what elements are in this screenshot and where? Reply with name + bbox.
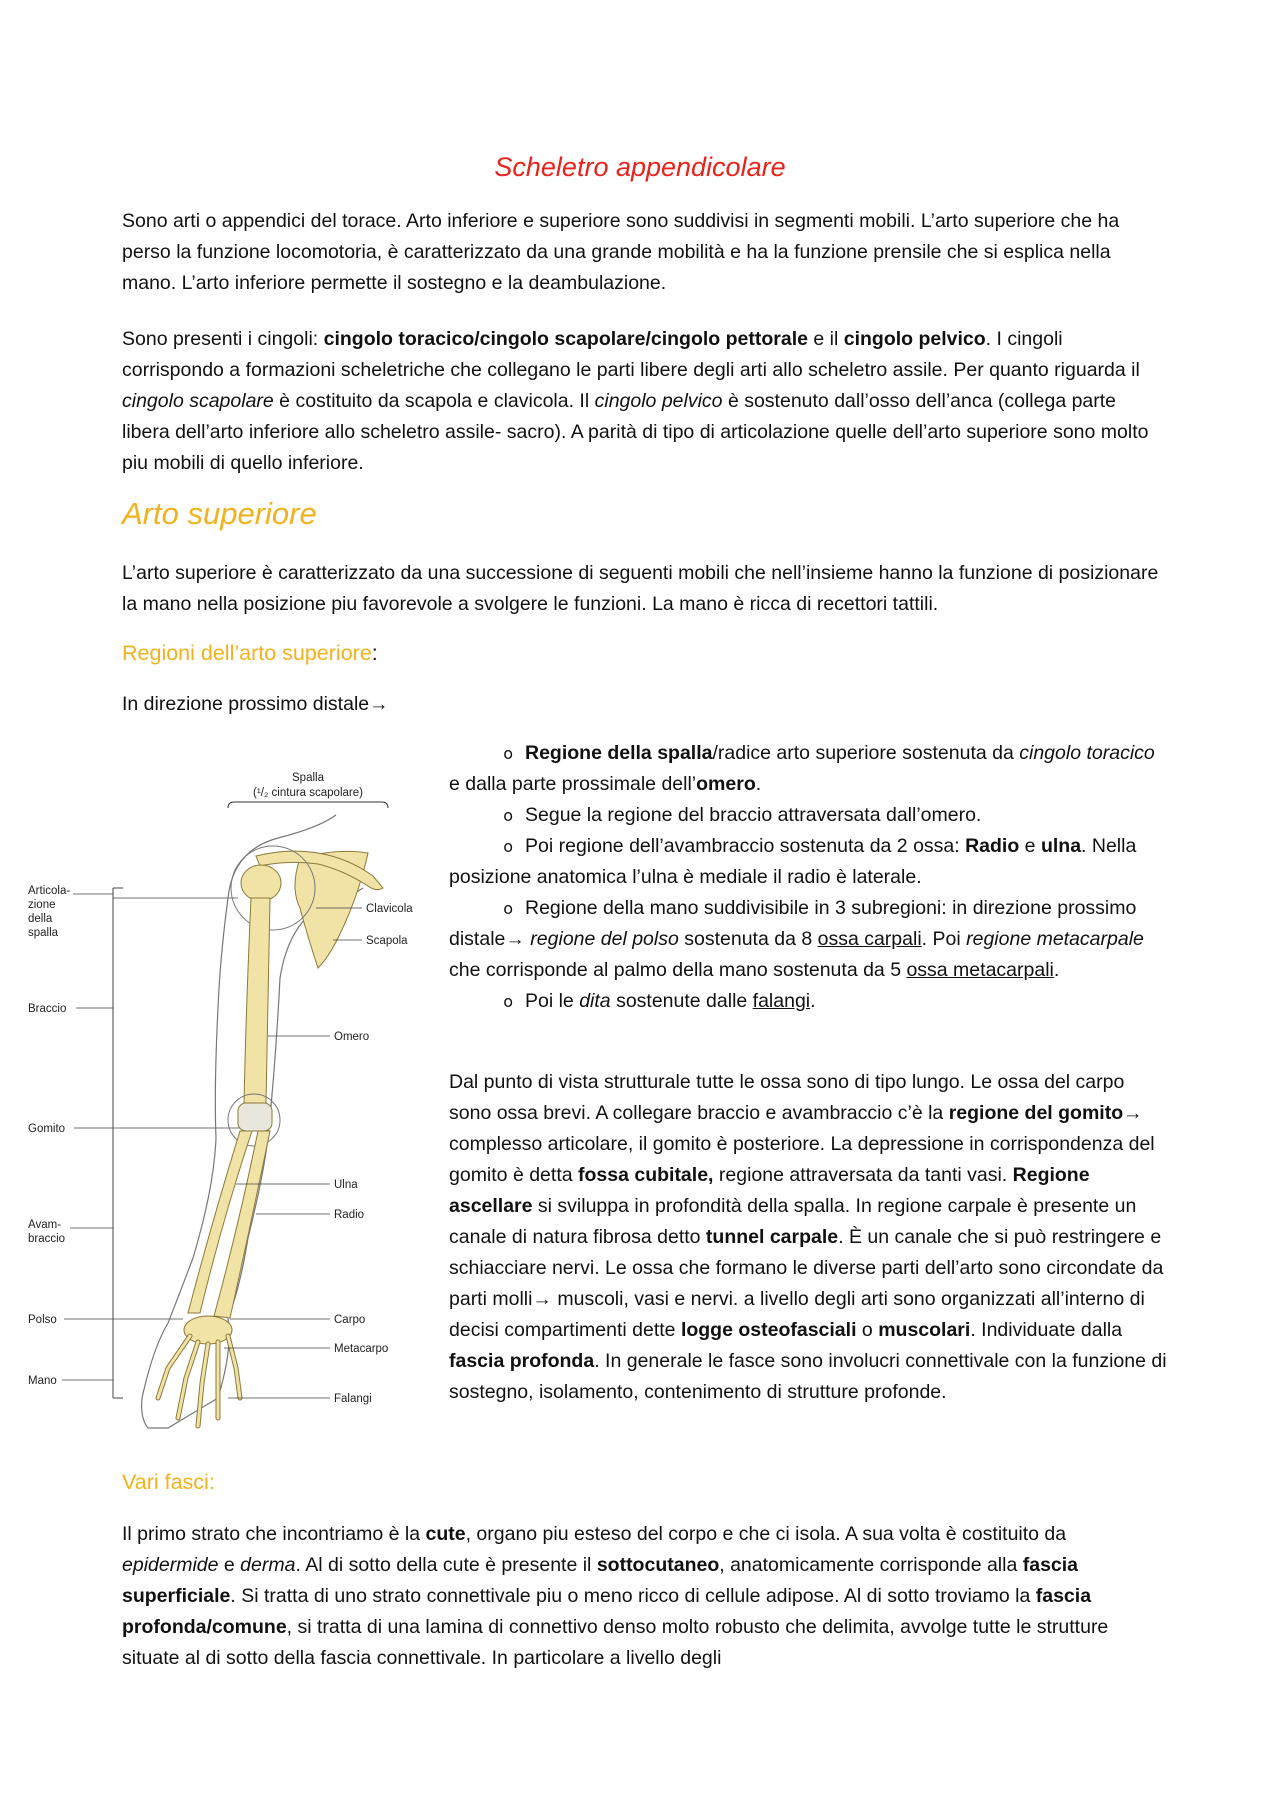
text-run: . Al di sotto della cute è presente il [295,1554,597,1576]
arto-intro-paragraph: L’arto superiore è caratterizzato da una successione di seguenti mobili che nell’insieme hanno la funzione di posizionare la mano nella posizione piu favorevole a svolgere le funzioni. La mano è ricca di recettori tattili. [122,562,1159,615]
text-run: Il primo strato che incontriamo è la [122,1523,426,1545]
term-epidermide: epidermide [122,1554,219,1576]
figure-label-clavicola: Clavicola [366,903,413,915]
humerus-head [241,865,281,901]
bullet-mark-icon: o [503,899,513,918]
figure-label-avambraccio-1: Avam- [28,1219,62,1231]
term-fascia-profonda-comune: fascia profonda/comune [122,1585,1092,1638]
term-regione-polso: regione del polso [530,928,679,950]
text-run: e [218,1554,241,1576]
term-cingolo-toracico: cingolo toracico/cingolo scapolare/cingolo pettorale [323,328,808,350]
bullet-mark-icon: o [503,992,513,1011]
text-run: . I cingoli corrispondo a formazioni scheletriche che collegano le parti libere degli arti allo scheletro assile. Per quanto riguarda il [122,328,1140,381]
text-run: , si tratta di una lamina di connettivo denso molto robusto che delimita, avvolge tutte le strutture situate al di sotto della fascia connettivale. In particolare a livello degli [122,1616,1109,1669]
list-item [449,986,1169,1017]
direzione-line: In direzione prossimo distale→ [122,693,389,715]
text-run: si sviluppa in profondità della spalla. In regione carpale è presente un canale di natura fibrosa detto [449,1195,1137,1248]
subheading-regioni [122,641,378,666]
figure-label-metacarpo: Metacarpo [334,1343,389,1355]
text-run: . [810,990,816,1012]
text-run: e [1019,835,1041,857]
text-run: . Individuate dalla [970,1319,1123,1341]
term-dita: dita [579,990,611,1012]
arm-skeleton-figure [18,758,438,1448]
figure-label-spalla: Spalla [292,772,324,784]
figure-label-carpo: Carpo [334,1314,366,1326]
text-run: e il [807,328,844,350]
term-regione-ascellare: Regione ascellare [449,1164,1090,1217]
text-run: sostenute dalle [610,990,753,1012]
fasci-paragraph [122,1519,1168,1674]
figure-label-articolazione-3: della [28,913,53,925]
term-omero: omero [696,773,756,795]
list-item [449,893,1169,986]
section-heading-arto-superiore: Arto superiore [122,496,317,531]
term-fascia-superficiale: fascia superficiale [122,1554,1079,1607]
page-title: Scheletro appendicolare [494,152,786,182]
text-run: . È un canale che si può restringere e schiacciare nervi. Le ossa che formano le diverse parti dell’arto sono circondate da parti molli→ muscoli, vasi e nervi. a livello degli arti sono organizzati all’interno di decisi compartimenti dette [449,1226,1164,1341]
text-run: e dalla parte prossimale dell’ [449,773,697,795]
text-run: → complesso articolare, il gomito è posteriore. La depressione in corrispondenza del gomito è detta [449,1102,1155,1186]
figure-label-scapola: Scapola [366,935,408,947]
bullet-mark-icon: o [503,837,513,856]
text-run: o [856,1319,879,1341]
figure-label-ulna: Ulna [334,1179,358,1191]
term-logge-osteofasciali: logge osteofasciali [680,1319,857,1341]
list-item [449,738,1169,800]
term-regione-spalla: Regione della spalla [525,742,713,764]
text-run: Sono presenti i cingoli: [122,328,324,350]
term-sottocutaneo: sottocutaneo [596,1554,720,1576]
term-cute: cute [425,1523,466,1545]
cingoli-paragraph [122,324,1168,479]
text-run: Poi le [525,990,580,1012]
bullet-mark-icon: o [503,744,513,763]
term-cingolo-scapolare: cingolo scapolare [122,390,274,412]
term-cingolo-pelvico: cingolo pelvico [843,328,986,350]
text-run: . [755,773,762,795]
term-ulna: ulna [1040,835,1082,857]
text-run: è costituito da scapola e clavicola. Il [273,390,595,412]
figure-label-falangi: Falangi [334,1393,372,1405]
text-run: , organo piu esteso del corpo e che ci isola. A sua volta è costituito da [465,1523,1067,1545]
intro-paragraph: Sono arti o appendici del torace. Arto inferiore e superiore sono suddivisi in segmenti mobili. L’arto superiore che ha perso la funzione locomotoria, è caratterizzato da una grande mobilità e ha la funzione prensile che si esplica nella mano. L’arto inferiore permette il sostegno e la deambulazione. [122,210,1120,294]
list-item [449,800,1169,831]
text-run: /radice arto superiore sostenuta da [712,742,1020,764]
figure-label-articolazione-4: spalla [28,927,59,939]
text-run: Dal punto di vista strutturale tutte le ossa sono di tipo lungo. Le ossa del carpo sono ossa brevi. A collegare braccio e avambraccio c’è la [449,1071,1125,1124]
regioni-list [449,738,1169,1017]
figure-label-gomito: Gomito [28,1123,66,1135]
text-run: Regione della mano suddivisibile in 3 subregioni: in direzione prossimo distale→ [449,897,1137,950]
humerus-bone [244,898,270,1103]
figure-label-braccio: Braccio [28,1003,67,1015]
list-item [449,831,1169,893]
figure-label-avambraccio-2: braccio [28,1233,66,1245]
figure-label-mano: Mano [28,1375,57,1387]
term-regione-metacarpale: regione metacarpale [966,928,1144,950]
carpal-bones [184,1316,232,1344]
term-tunnel-carpale: tunnel carpale [705,1226,839,1248]
figure-label-polso: Polso [28,1314,57,1326]
term-muscolari: muscolari [878,1319,971,1341]
text-run: Segue la regione del braccio attraversata dall’omero. [525,804,982,826]
term-radio: Radio [965,835,1020,857]
term-ossa-carpali: ossa carpali [817,928,922,950]
term-regione-gomito: regione del gomito [948,1102,1124,1124]
text-run: , anatomicamente corrisponde alla [719,1554,1023,1576]
text-run: . Nella posizione anatomica l’ulna è mediale il radio è laterale. [449,835,1137,888]
subheading-colon: : [371,641,378,665]
text-run: . Si tratta di uno strato connettivale piu o meno ricco di cellule adipose. Al di sotto troviamo la [230,1585,1036,1607]
term-cingolo-toracico: cingolo toracico [1019,742,1155,764]
text-run: . Poi [921,928,967,950]
bullet-mark-icon: o [503,806,513,825]
text-run: che corrisponde al palmo della mano sostenuta da 5 [449,959,907,981]
term-falangi: falangi [752,990,811,1012]
term-ossa-metacarpali: ossa metacarpali [906,959,1054,981]
term-derma: derma [240,1554,296,1576]
figure-label-radio: Radio [334,1209,365,1221]
term-fascia-profonda: fascia profonda [449,1350,595,1372]
term-cingolo-pelvico-italic: cingolo pelvico [594,390,723,412]
figure-label-articolazione-1: Articola- [28,885,71,897]
text-run: sostenuta da 8 [678,928,818,950]
elbow-bones [238,1103,272,1131]
text-run: Poi regione dell’avambraccio sostenuta da 2 ossa: [525,835,966,857]
text-run: . In generale le fasce sono involucri connettivale con la funzione di sostegno, isolamento, contenimento di strutture profonde. [449,1350,1167,1403]
spalla-bracket [228,802,388,808]
figure-label-spalla-sub: (¹/₂ cintura scapolare) [253,787,363,799]
text-run: è sostenuto dall’osso dell’anca (collega parte libera dell’arto inferiore allo scheletro assile- sacro). A parità di tipo di articolazione quelle dell’arto superiore sono molto piu mobili di quello inferiore. [122,390,1149,474]
text-run: . [1053,959,1060,981]
subheading-vari-fasci: Vari fasci: [122,1470,215,1494]
figure-label-omero: Omero [334,1031,370,1043]
term-fossa-cubitale: fossa cubitale, [578,1164,714,1186]
struttura-paragraph [449,1067,1169,1408]
figure-label-articolazione-2: zione [28,899,56,911]
subheading-regioni-text: Regioni dell’arto superiore [122,641,372,665]
text-run: regione attraversata da tanti vasi. [713,1164,1013,1186]
